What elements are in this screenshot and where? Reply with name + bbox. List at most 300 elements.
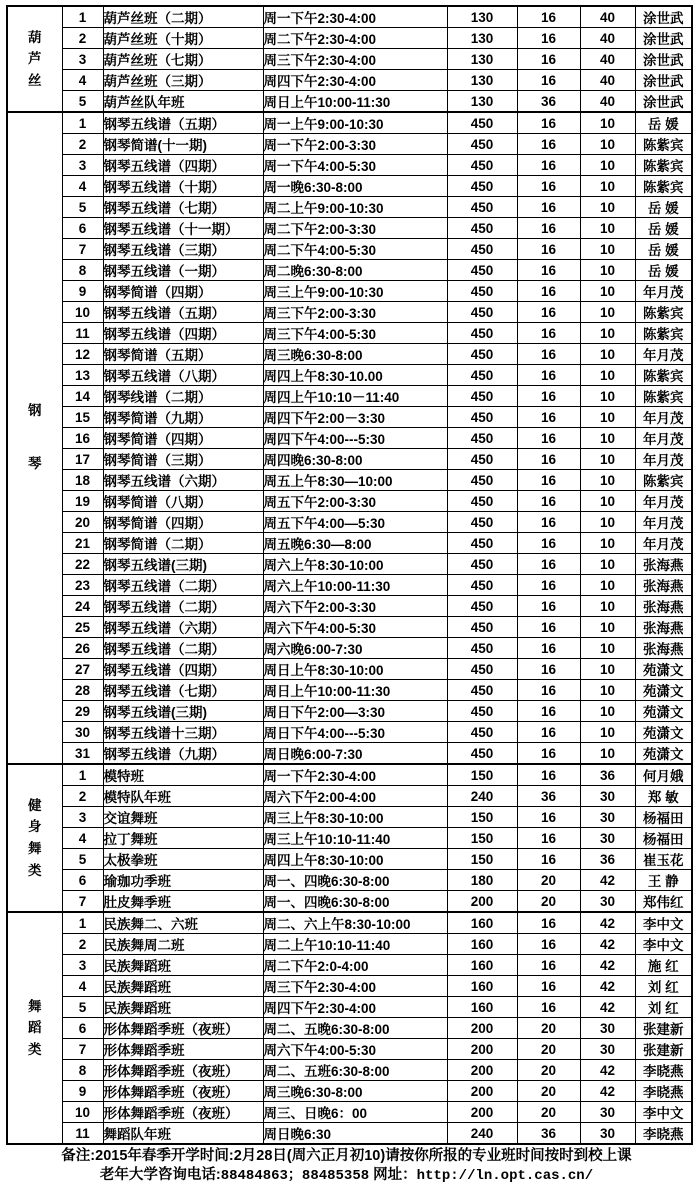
- capacity-cell: 10: [580, 554, 635, 575]
- sessions-cell: 36: [517, 786, 580, 807]
- row-number-cell: 5: [62, 91, 103, 113]
- class-name-cell: 形体舞蹈季班（夜班）: [103, 1018, 263, 1039]
- time-cell: 周六晚6:00-7:30: [263, 638, 447, 659]
- fee-cell: 160: [447, 934, 517, 955]
- sessions-cell: 16: [517, 617, 580, 638]
- class-name-cell: 葫芦丝班（十期）: [103, 28, 263, 49]
- row-number-cell: 24: [62, 596, 103, 617]
- time-cell: 周日晚6:30: [263, 1123, 447, 1145]
- table-row: [7, 365, 692, 386]
- teacher-cell: 岳 媛: [635, 239, 692, 260]
- row-number-cell: 3: [62, 49, 103, 70]
- row-number-cell: 15: [62, 407, 103, 428]
- time-cell: 周二晚6:30-8:00: [263, 260, 447, 281]
- teacher-cell: 张建新: [635, 1039, 692, 1060]
- table-row: [7, 470, 692, 491]
- teacher-cell: 郑伟红: [635, 891, 692, 913]
- class-name-cell: 钢琴线谱（二期）: [103, 386, 263, 407]
- teacher-cell: 张海燕: [635, 575, 692, 596]
- class-name-cell: 钢琴简谱（四期）: [103, 512, 263, 533]
- table-row: [7, 1039, 692, 1060]
- sessions-cell: 16: [517, 386, 580, 407]
- teacher-cell: 苑潇文: [635, 659, 692, 680]
- teacher-cell: 张海燕: [635, 554, 692, 575]
- fee-cell: 200: [447, 1018, 517, 1039]
- class-name-cell: 模特队年班: [103, 786, 263, 807]
- sessions-cell: 16: [517, 197, 580, 218]
- sessions-cell: 16: [517, 281, 580, 302]
- row-number-cell: 17: [62, 449, 103, 470]
- sessions-cell: 16: [517, 638, 580, 659]
- fee-cell: 160: [447, 997, 517, 1018]
- time-cell: 周二下午2:30-4:00: [263, 28, 447, 49]
- sessions-cell: 16: [517, 807, 580, 828]
- class-name-cell: 钢琴五线谱（一期）: [103, 260, 263, 281]
- time-cell: 周六下午2:00-3:30: [263, 596, 447, 617]
- sessions-cell: 16: [517, 218, 580, 239]
- row-number-cell: 4: [62, 976, 103, 997]
- teacher-cell: 施 红: [635, 955, 692, 976]
- fee-cell: 450: [447, 344, 517, 365]
- capacity-cell: 10: [580, 491, 635, 512]
- teacher-cell: 涂世武: [635, 49, 692, 70]
- row-number-cell: 29: [62, 701, 103, 722]
- table-row: [7, 386, 692, 407]
- capacity-cell: 10: [580, 596, 635, 617]
- row-number-cell: 28: [62, 680, 103, 701]
- time-cell: 周三下午2:30-4:00: [263, 976, 447, 997]
- table-row: [7, 638, 692, 659]
- class-name-cell: 钢琴简谱(十一期): [103, 134, 263, 155]
- row-number-cell: 5: [62, 849, 103, 870]
- fee-cell: 450: [447, 197, 517, 218]
- capacity-cell: 30: [580, 1102, 635, 1123]
- table-row: [7, 786, 692, 807]
- teacher-cell: 何月娥: [635, 764, 692, 786]
- table-row: [7, 955, 692, 976]
- table-row: [7, 680, 692, 701]
- time-cell: 周四上午8:30-10.00: [263, 365, 447, 386]
- capacity-cell: 40: [580, 70, 635, 91]
- fee-cell: 450: [447, 533, 517, 554]
- teacher-cell: 杨福田: [635, 807, 692, 828]
- class-name-cell: 钢琴简谱（四期）: [103, 281, 263, 302]
- row-number-cell: 11: [62, 323, 103, 344]
- row-number-cell: 25: [62, 617, 103, 638]
- table-row: [7, 807, 692, 828]
- row-number-cell: 21: [62, 533, 103, 554]
- class-name-cell: 舞蹈队年班: [103, 1123, 263, 1145]
- class-name-cell: 形体舞蹈季班: [103, 1039, 263, 1060]
- sessions-cell: 16: [517, 112, 580, 134]
- contact-label: 老年大学咨询电话:: [99, 1167, 221, 1184]
- time-cell: 周一下午2:30-4:00: [263, 6, 447, 28]
- teacher-cell: 李中文: [635, 1102, 692, 1123]
- table-row: [7, 91, 692, 113]
- table-row: [7, 428, 692, 449]
- time-cell: 周二上午9:00-10:30: [263, 197, 447, 218]
- time-cell: 周日上午10:00-11:30: [263, 91, 447, 113]
- table-row: [7, 891, 692, 913]
- teacher-cell: 陈紫宾: [635, 155, 692, 176]
- capacity-cell: 10: [580, 617, 635, 638]
- fee-cell: 450: [447, 491, 517, 512]
- sessions-cell: 16: [517, 70, 580, 91]
- capacity-cell: 42: [580, 997, 635, 1018]
- capacity-cell: 42: [580, 1060, 635, 1081]
- fee-cell: 450: [447, 176, 517, 197]
- time-cell: 周三下午2:30-4:00: [263, 49, 447, 70]
- class-name-cell: 钢琴简谱（三期）: [103, 449, 263, 470]
- teacher-cell: 刘 红: [635, 976, 692, 997]
- teacher-cell: 岳 媛: [635, 112, 692, 134]
- capacity-cell: 10: [580, 680, 635, 701]
- fee-cell: 450: [447, 428, 517, 449]
- class-name-cell: 钢琴简谱（二期）: [103, 533, 263, 554]
- table-row: [7, 218, 692, 239]
- sessions-cell: 20: [517, 1039, 580, 1060]
- table-row: [7, 407, 692, 428]
- fee-cell: 130: [447, 6, 517, 28]
- capacity-cell: 42: [580, 1081, 635, 1102]
- time-cell: 周二下午4:00-5:30: [263, 239, 447, 260]
- time-cell: 周五晚6:30—8:00: [263, 533, 447, 554]
- table-row: [7, 617, 692, 638]
- fee-cell: 450: [447, 617, 517, 638]
- fee-cell: 450: [447, 302, 517, 323]
- class-name-cell: 民族舞蹈班: [103, 997, 263, 1018]
- fee-cell: 450: [447, 323, 517, 344]
- time-cell: 周六下午4:00-5:30: [263, 617, 447, 638]
- teacher-cell: 苑潇文: [635, 680, 692, 701]
- sessions-cell: 16: [517, 997, 580, 1018]
- capacity-cell: 10: [580, 112, 635, 134]
- capacity-cell: 10: [580, 176, 635, 197]
- teacher-cell: 张海燕: [635, 596, 692, 617]
- class-name-cell: 民族舞二、六班: [103, 912, 263, 934]
- fee-cell: 450: [447, 260, 517, 281]
- teacher-cell: 涂世武: [635, 91, 692, 113]
- time-cell: 周二、五晚6:30-8:00: [263, 1018, 447, 1039]
- table-row: [7, 28, 692, 49]
- fee-cell: 450: [447, 743, 517, 765]
- time-cell: 周六上午8:30-10:00: [263, 554, 447, 575]
- row-number-cell: 7: [62, 239, 103, 260]
- class-name-cell: 民族舞蹈班: [103, 955, 263, 976]
- table-row: [7, 976, 692, 997]
- teacher-cell: 岳 媛: [635, 218, 692, 239]
- time-cell: 周三晚6:30-8:00: [263, 1081, 447, 1102]
- fee-cell: 150: [447, 807, 517, 828]
- fee-cell: 240: [447, 1123, 517, 1145]
- sessions-cell: 16: [517, 764, 580, 786]
- time-cell: 周二、六上午8:30-10:00: [263, 912, 447, 934]
- row-number-cell: 1: [62, 912, 103, 934]
- table-row: [7, 49, 692, 70]
- time-cell: 周四下午2:00－3:30: [263, 407, 447, 428]
- capacity-cell: 42: [580, 934, 635, 955]
- class-name-cell: 模特班: [103, 764, 263, 786]
- time-cell: 周日下午2:00—3:30: [263, 701, 447, 722]
- class-name-cell: 交谊舞班: [103, 807, 263, 828]
- row-number-cell: 10: [62, 302, 103, 323]
- row-number-cell: 10: [62, 1102, 103, 1123]
- class-name-cell: 葫芦丝队年班: [103, 91, 263, 113]
- fee-cell: 450: [447, 575, 517, 596]
- capacity-cell: 10: [580, 155, 635, 176]
- class-name-cell: 钢琴五线谱（三期）: [103, 239, 263, 260]
- class-name-cell: 葫芦丝班（二期）: [103, 6, 263, 28]
- teacher-cell: 年月茂: [635, 428, 692, 449]
- capacity-cell: 10: [580, 197, 635, 218]
- row-number-cell: 8: [62, 260, 103, 281]
- time-cell: 周五上午8:30—10:00: [263, 470, 447, 491]
- class-name-cell: 钢琴五线谱（八期）: [103, 365, 263, 386]
- fee-cell: 450: [447, 596, 517, 617]
- row-number-cell: 2: [62, 134, 103, 155]
- table-row: [7, 1018, 692, 1039]
- time-cell: 周二下午2:0-4:00: [263, 955, 447, 976]
- footer-contact-line: [0, 1166, 693, 1185]
- sessions-cell: 16: [517, 743, 580, 765]
- class-name-cell: 形体舞蹈季班（夜班）: [103, 1102, 263, 1123]
- sessions-cell: 16: [517, 554, 580, 575]
- time-cell: 周六下午2:00-4:00: [263, 786, 447, 807]
- table-row: [7, 239, 692, 260]
- teacher-cell: 苑潇文: [635, 722, 692, 743]
- teacher-cell: 陈紫宾: [635, 470, 692, 491]
- teacher-cell: 年月茂: [635, 449, 692, 470]
- row-number-cell: 6: [62, 870, 103, 891]
- table-row: [7, 70, 692, 91]
- row-number-cell: 19: [62, 491, 103, 512]
- row-number-cell: 4: [62, 828, 103, 849]
- time-cell: 周六下午4:00-5:30: [263, 1039, 447, 1060]
- teacher-cell: 涂世武: [635, 6, 692, 28]
- capacity-cell: 30: [580, 891, 635, 913]
- website-label: 网址：: [373, 1167, 417, 1184]
- time-cell: 周二下午2:00-3:30: [263, 218, 447, 239]
- teacher-cell: 年月茂: [635, 533, 692, 554]
- category-cell: 钢 琴: [7, 112, 62, 764]
- fee-cell: 130: [447, 91, 517, 113]
- fee-cell: 450: [447, 155, 517, 176]
- teacher-cell: 张海燕: [635, 638, 692, 659]
- row-number-cell: 20: [62, 512, 103, 533]
- capacity-cell: 10: [580, 722, 635, 743]
- row-number-cell: 9: [62, 1081, 103, 1102]
- class-name-cell: 葫芦丝班（七期）: [103, 49, 263, 70]
- sessions-cell: 16: [517, 344, 580, 365]
- table-row: [7, 281, 692, 302]
- fee-cell: 130: [447, 70, 517, 91]
- class-name-cell: 钢琴五线谱（六期）: [103, 617, 263, 638]
- table-row: [7, 870, 692, 891]
- table-row: [7, 323, 692, 344]
- fee-cell: 450: [447, 680, 517, 701]
- time-cell: 周三上午10:10-11:40: [263, 828, 447, 849]
- fee-cell: 160: [447, 976, 517, 997]
- row-number-cell: 1: [62, 764, 103, 786]
- time-cell: 周四下午2:30-4:00: [263, 70, 447, 91]
- teacher-cell: 李晓燕: [635, 1060, 692, 1081]
- teacher-cell: 陈紫宾: [635, 386, 692, 407]
- fee-cell: 160: [447, 912, 517, 934]
- capacity-cell: 42: [580, 870, 635, 891]
- time-cell: 周四上午8:30-10:00: [263, 849, 447, 870]
- fee-cell: 150: [447, 764, 517, 786]
- sessions-cell: 16: [517, 176, 580, 197]
- row-number-cell: 2: [62, 786, 103, 807]
- time-cell: 周三上午9:00-10:30: [263, 281, 447, 302]
- row-number-cell: 27: [62, 659, 103, 680]
- sessions-cell: 16: [517, 302, 580, 323]
- teacher-cell: 李晓燕: [635, 1123, 692, 1145]
- table-row: [7, 849, 692, 870]
- row-number-cell: 31: [62, 743, 103, 765]
- teacher-cell: 张建新: [635, 1018, 692, 1039]
- fee-cell: 130: [447, 28, 517, 49]
- fee-cell: 450: [447, 386, 517, 407]
- table-row: [7, 155, 692, 176]
- fee-cell: 450: [447, 281, 517, 302]
- class-name-cell: 钢琴简谱（九期）: [103, 407, 263, 428]
- capacity-cell: 10: [580, 218, 635, 239]
- sessions-cell: 20: [517, 870, 580, 891]
- row-number-cell: 7: [62, 891, 103, 913]
- time-cell: 周日下午4:00---5:30: [263, 722, 447, 743]
- teacher-cell: 陈紫宾: [635, 302, 692, 323]
- row-number-cell: 5: [62, 997, 103, 1018]
- fee-cell: 150: [447, 828, 517, 849]
- sessions-cell: 16: [517, 512, 580, 533]
- class-name-cell: 钢琴五线谱(三期): [103, 554, 263, 575]
- table-row: [7, 134, 692, 155]
- teacher-cell: 年月茂: [635, 407, 692, 428]
- capacity-cell: 36: [580, 764, 635, 786]
- fee-cell: 450: [447, 701, 517, 722]
- time-cell: 周六上午10:00-11:30: [263, 575, 447, 596]
- table-row: [7, 533, 692, 554]
- teacher-cell: 刘 红: [635, 997, 692, 1018]
- row-number-cell: 3: [62, 807, 103, 828]
- row-number-cell: 18: [62, 470, 103, 491]
- table-row: [7, 449, 692, 470]
- capacity-cell: 10: [580, 470, 635, 491]
- time-cell: 周三下午4:00-5:30: [263, 323, 447, 344]
- table-row: [7, 701, 692, 722]
- time-cell: 周一、四晚6:30-8:00: [263, 870, 447, 891]
- sessions-cell: 16: [517, 323, 580, 344]
- capacity-cell: 10: [580, 533, 635, 554]
- teacher-cell: 岳 媛: [635, 197, 692, 218]
- fee-cell: 130: [447, 49, 517, 70]
- class-name-cell: 钢琴五线谱（二期）: [103, 638, 263, 659]
- sessions-cell: 16: [517, 680, 580, 701]
- time-cell: 周四上午10:10－11:40: [263, 386, 447, 407]
- row-number-cell: 8: [62, 1060, 103, 1081]
- table-row: [7, 1060, 692, 1081]
- table-row: [7, 912, 692, 934]
- capacity-cell: 30: [580, 1123, 635, 1145]
- time-cell: 周四下午2:30-4:00: [263, 997, 447, 1018]
- row-number-cell: 5: [62, 197, 103, 218]
- category-cell: 葫 芦 丝: [7, 6, 62, 112]
- row-number-cell: 16: [62, 428, 103, 449]
- time-cell: 周五下午4:00—5:30: [263, 512, 447, 533]
- row-number-cell: 4: [62, 176, 103, 197]
- teacher-cell: 陈紫宾: [635, 134, 692, 155]
- capacity-cell: 10: [580, 449, 635, 470]
- capacity-cell: 40: [580, 49, 635, 70]
- class-name-cell: 形体舞蹈季班（夜班）: [103, 1060, 263, 1081]
- row-number-cell: 13: [62, 365, 103, 386]
- teacher-cell: 李中文: [635, 934, 692, 955]
- table-row: [7, 934, 692, 955]
- time-cell: 周一下午4:00-5:30: [263, 155, 447, 176]
- class-name-cell: 钢琴五线谱（六期）: [103, 470, 263, 491]
- class-name-cell: 钢琴五线谱（七期）: [103, 680, 263, 701]
- row-number-cell: 22: [62, 554, 103, 575]
- table-row: [7, 743, 692, 765]
- time-cell: 周五下午2:00-3:30: [263, 491, 447, 512]
- time-cell: 周日晚6:00-7:30: [263, 743, 447, 765]
- table-row: [7, 596, 692, 617]
- sessions-cell: 16: [517, 155, 580, 176]
- class-name-cell: 钢琴五线谱（十一期）: [103, 218, 263, 239]
- fee-cell: 450: [447, 239, 517, 260]
- sessions-cell: 16: [517, 28, 580, 49]
- time-cell: 周日上午10:00-11:30: [263, 680, 447, 701]
- class-name-cell: 钢琴五线谱（四期）: [103, 659, 263, 680]
- class-name-cell: 民族舞周二班: [103, 934, 263, 955]
- row-number-cell: 6: [62, 1018, 103, 1039]
- teacher-cell: 张海燕: [635, 617, 692, 638]
- teacher-cell: 岳 媛: [635, 260, 692, 281]
- website-url: http://ln.opt.cas.cn/: [416, 1168, 594, 1185]
- capacity-cell: 40: [580, 91, 635, 113]
- sessions-cell: 16: [517, 575, 580, 596]
- table-row: [7, 6, 692, 28]
- sessions-cell: 16: [517, 239, 580, 260]
- table-row: [7, 828, 692, 849]
- table-row: [7, 1081, 692, 1102]
- class-name-cell: 钢琴五线谱十三期）: [103, 722, 263, 743]
- table-row: [7, 997, 692, 1018]
- footer-note: [0, 1147, 693, 1186]
- sessions-cell: 16: [517, 407, 580, 428]
- class-name-cell: 钢琴五线谱（四期）: [103, 323, 263, 344]
- class-name-cell: 钢琴简谱（四期）: [103, 428, 263, 449]
- teacher-cell: 杨福田: [635, 828, 692, 849]
- table-row: [7, 1123, 692, 1145]
- capacity-cell: 30: [580, 786, 635, 807]
- teacher-cell: 年月茂: [635, 512, 692, 533]
- class-name-cell: 民族舞蹈班: [103, 976, 263, 997]
- fee-cell: 450: [447, 554, 517, 575]
- sessions-cell: 16: [517, 934, 580, 955]
- sessions-cell: 16: [517, 491, 580, 512]
- class-name-cell: 钢琴简谱（五期）: [103, 344, 263, 365]
- table-row: [7, 260, 692, 281]
- fee-cell: 240: [447, 786, 517, 807]
- sessions-cell: 16: [517, 533, 580, 554]
- table-row: [7, 491, 692, 512]
- capacity-cell: 40: [580, 28, 635, 49]
- class-name-cell: 钢琴五线谱（七期）: [103, 197, 263, 218]
- sessions-cell: 16: [517, 912, 580, 934]
- class-name-cell: 钢琴五线谱（五期）: [103, 302, 263, 323]
